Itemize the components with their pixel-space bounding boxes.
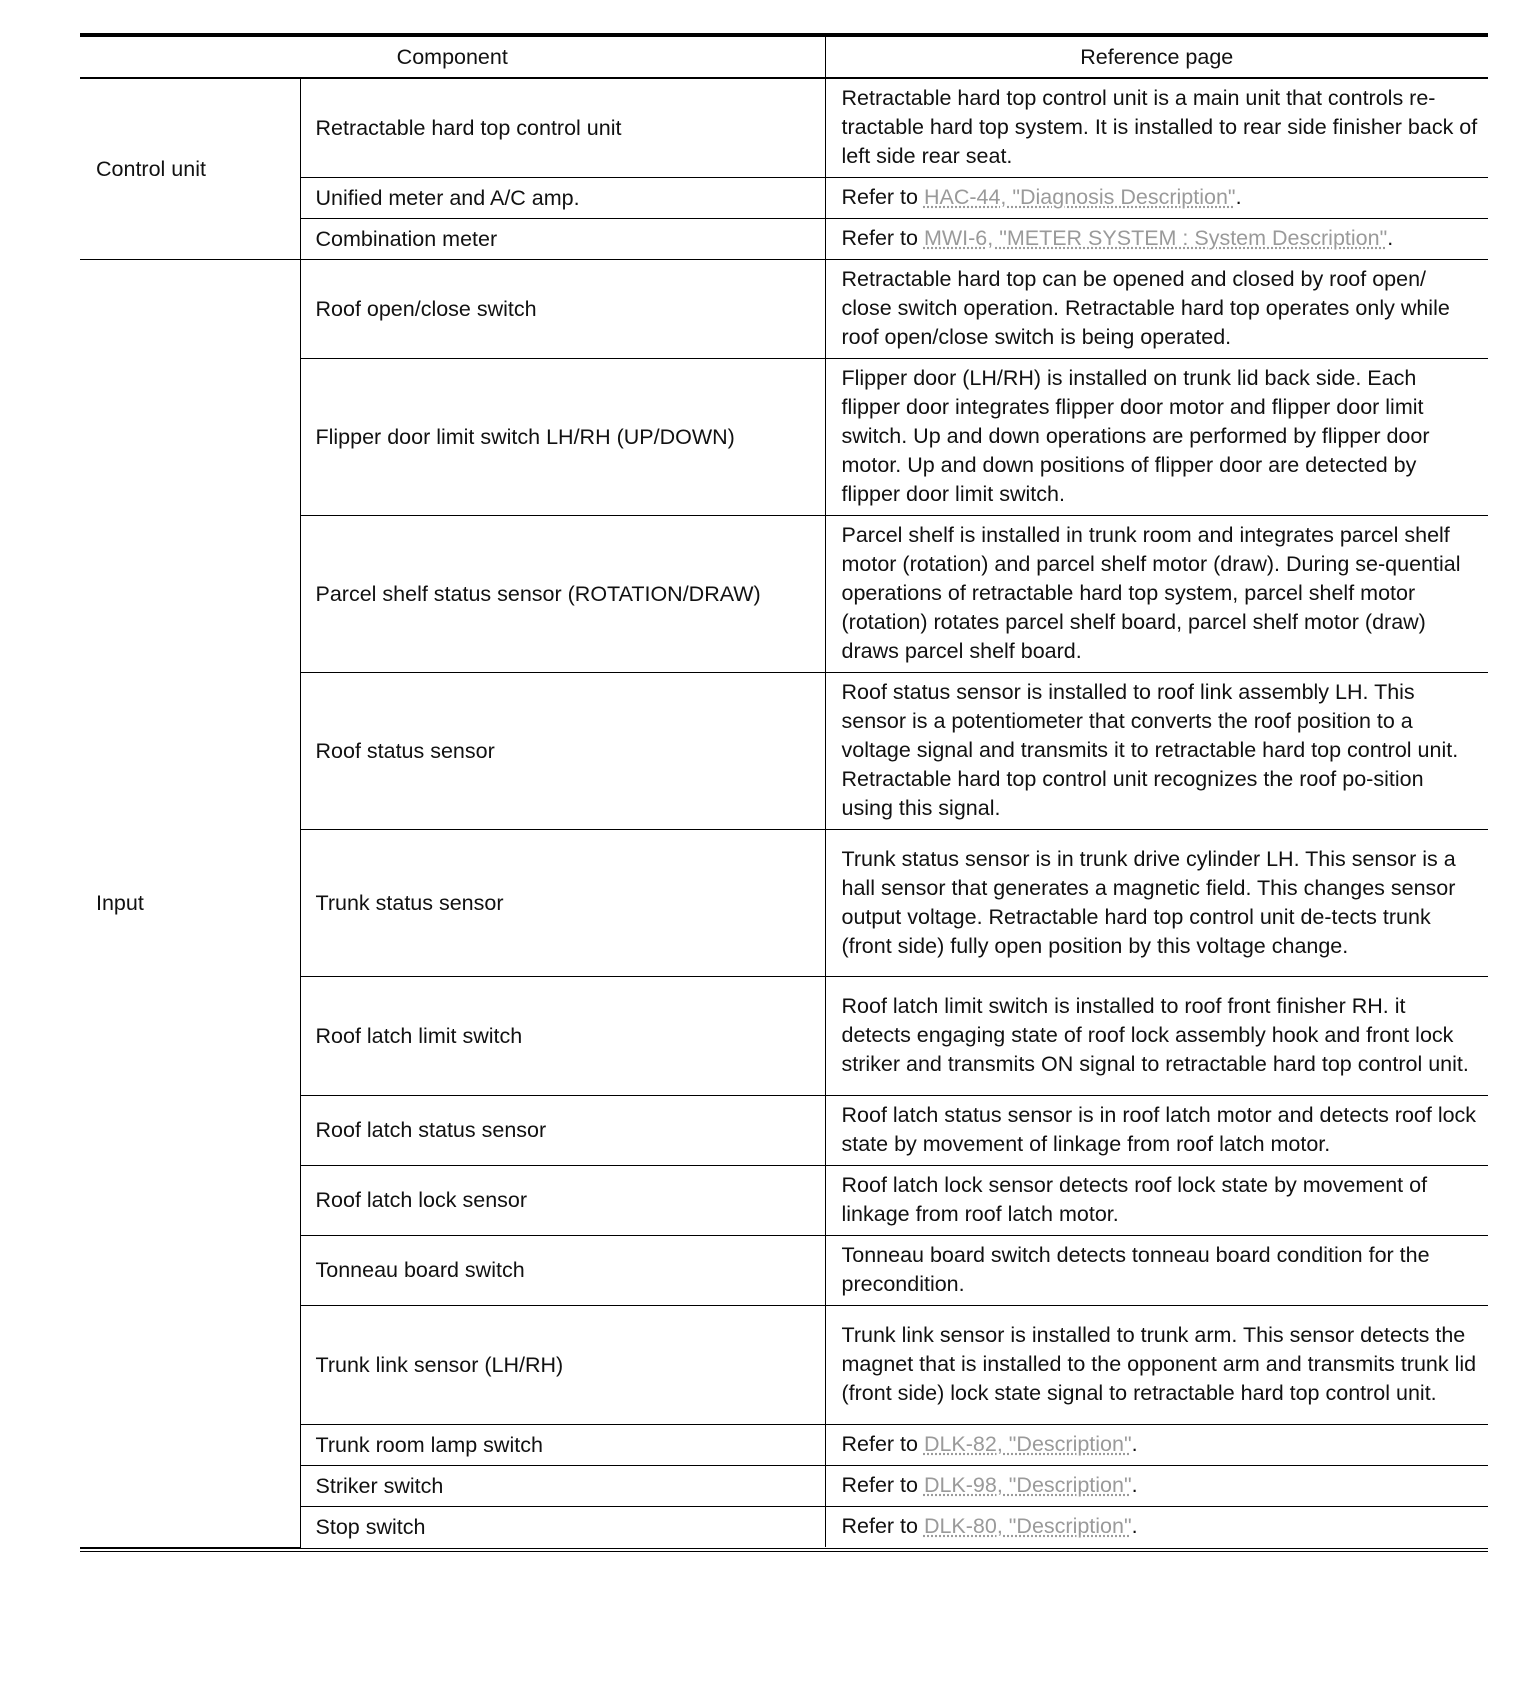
- component-name: Roof status sensor: [300, 673, 825, 830]
- header-reference-page: Reference page: [825, 35, 1488, 78]
- component-name: Retractable hard top control unit: [300, 78, 825, 178]
- component-description: Retractable hard top control unit is a main unit that controls re-tractable hard top system. It is installed to rear side finisher back of left side rear seat.: [825, 78, 1488, 178]
- ref-prefix: Refer to: [841, 226, 924, 250]
- reference-link-mwi-6[interactable]: MWI-6, "METER SYSTEM : System Description": [923, 226, 1388, 250]
- component-name: Roof latch lock sensor: [300, 1166, 825, 1236]
- reference-cell: [825, 219, 1488, 260]
- component-name: Striker switch: [300, 1466, 825, 1507]
- table-bottom-rule: [80, 1548, 1488, 1552]
- component-description: Tonneau board switch detects tonneau board condition for the precondition.: [825, 1236, 1488, 1306]
- table-row: [80, 260, 1488, 359]
- component-name: Roof latch limit switch: [300, 977, 825, 1096]
- reference-link-hac-44[interactable]: HAC-44, "Diagnosis Description": [923, 185, 1236, 209]
- ref-prefix: Refer to: [841, 1514, 924, 1538]
- reference-cell: [825, 1425, 1488, 1466]
- reference-link-dlk-98[interactable]: DLK-98, "Description": [923, 1473, 1132, 1497]
- component-name: Parcel shelf status sensor (ROTATION/DRAW): [300, 516, 825, 673]
- component-name: Roof latch status sensor: [300, 1096, 825, 1166]
- component-description: Retractable hard top can be opened and closed by roof open/ close switch operation. Retractable hard top operates only while roof open/close switch is being operated.: [825, 260, 1488, 359]
- component-description: Roof status sensor is installed to roof link assembly LH. This sensor is a potentiometer that converts the roof position to a voltage signal and transmits it to retractable hard top control unit. Retractable hard top control unit recognizes the roof po-sition using this signal.: [825, 673, 1488, 830]
- section-label-input: Input: [80, 260, 300, 1548]
- reference-link-dlk-82[interactable]: DLK-82, "Description": [923, 1432, 1132, 1456]
- ref-suffix: .: [1235, 185, 1242, 209]
- table-header-row: [80, 35, 1488, 78]
- ref-suffix: .: [1131, 1432, 1138, 1456]
- component-description: Roof latch lock sensor detects roof lock state by movement of linkage from roof latch motor.: [825, 1166, 1488, 1236]
- ref-prefix: Refer to: [841, 1473, 924, 1497]
- reference-link-dlk-80[interactable]: DLK-80, "Description": [923, 1514, 1132, 1538]
- component-description: Parcel shelf is installed in trunk room and integrates parcel shelf motor (rotation) and parcel shelf motor (draw). During se-quential operations of retractable hard top system, parcel shelf motor (rotation) rotates parcel shelf board, parcel shelf motor (draw) draws parcel shelf board.: [825, 516, 1488, 673]
- component-description: Trunk link sensor is installed to trunk arm. This sensor detects the magnet that is installed to the opponent arm and transmits trunk lid (front side) lock state signal to retractable hard top control unit.: [825, 1306, 1488, 1425]
- reference-cell: [825, 178, 1488, 219]
- ref-prefix: Refer to: [841, 185, 924, 209]
- ref-suffix: .: [1131, 1473, 1138, 1497]
- component-name: Unified meter and A/C amp.: [300, 178, 825, 219]
- component-name: Flipper door limit switch LH/RH (UP/DOWN): [300, 359, 825, 516]
- component-description: Trunk status sensor is in trunk drive cylinder LH. This sensor is a hall sensor that generates a magnetic field. This changes sensor output voltage. Retractable hard top control unit de-tects trunk (front side) fully open position by this voltage change.: [825, 830, 1488, 977]
- reference-cell: [825, 1466, 1488, 1507]
- component-description: Roof latch limit switch is installed to roof front finisher RH. it detects engaging state of roof lock assembly hook and front lock striker and transmits ON signal to retractable hard top control unit.: [825, 977, 1488, 1096]
- ref-suffix: .: [1131, 1514, 1138, 1538]
- component-name: Trunk link sensor (LH/RH): [300, 1306, 825, 1425]
- reference-cell: [825, 1507, 1488, 1548]
- component-table: [80, 33, 1488, 1548]
- header-component: Component: [80, 35, 825, 78]
- ref-prefix: Refer to: [841, 1432, 924, 1456]
- document-page: [80, 33, 1488, 1552]
- component-name: Roof open/close switch: [300, 260, 825, 359]
- component-name: Combination meter: [300, 219, 825, 260]
- ref-suffix: .: [1387, 226, 1394, 250]
- component-name: Tonneau board switch: [300, 1236, 825, 1306]
- table-row: [80, 78, 1488, 178]
- component-name: Trunk status sensor: [300, 830, 825, 977]
- component-name: Stop switch: [300, 1507, 825, 1548]
- component-description: Flipper door (LH/RH) is installed on trunk lid back side. Each flipper door integrates flipper door motor and flipper door limit switch. Up and down operations are performed by flipper door motor. Up and down positions of flipper door are detected by flipper door limit switch.: [825, 359, 1488, 516]
- component-description: Roof latch status sensor is in roof latch motor and detects roof lock state by movement of linkage from roof latch motor.: [825, 1096, 1488, 1166]
- component-name: Trunk room lamp switch: [300, 1425, 825, 1466]
- section-label-control-unit: Control unit: [80, 78, 300, 260]
